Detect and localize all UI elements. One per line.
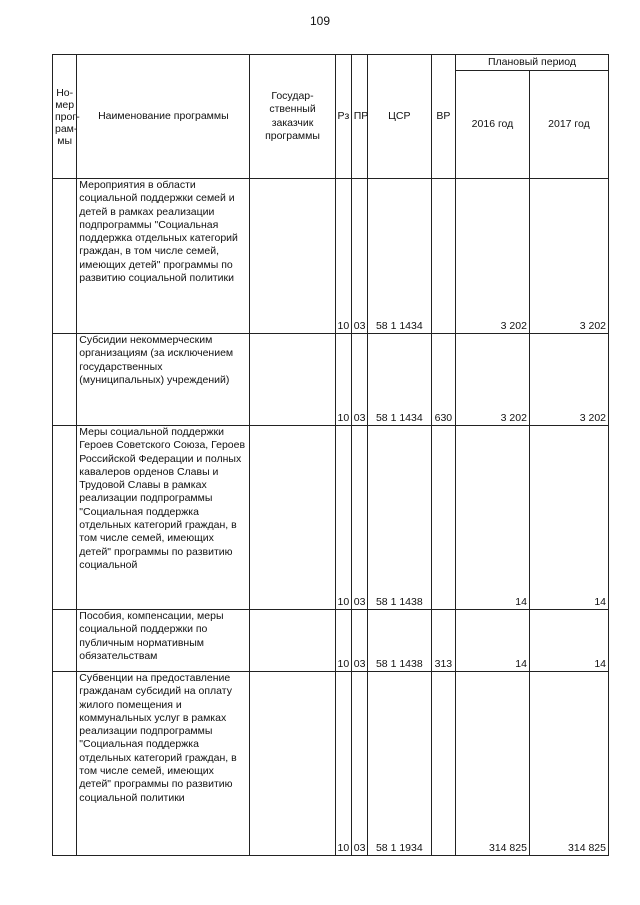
page-number: 109 — [309, 14, 331, 28]
row-csr: 58 1 1434 — [367, 334, 431, 426]
row-2017-value: 3 202 — [529, 334, 608, 426]
row-2017-value: 14 — [529, 426, 608, 610]
row-program-name: Субсидии некоммерческим организациям (за исключением государственных (муниципальных) учреждений) — [77, 334, 250, 426]
row-program-name: Пособия, компенсации, меры социальной поддержки по публичным нормативным обязательствам — [77, 610, 250, 672]
header-program-name: Наименование программы — [77, 55, 250, 179]
row-rz: 10 — [335, 334, 351, 426]
table-header — [53, 55, 609, 179]
row-csr: 58 1 1934 — [367, 672, 431, 856]
budget-table — [52, 54, 609, 856]
row-pr: 03 — [351, 610, 367, 672]
row-vr: 313 — [431, 610, 455, 672]
row-rz: 10 — [335, 179, 351, 334]
row-program-name: Меры социальной поддержки Героев Советского Союза, Героев Российской Федерации и полных кавалеров орденов Славы и Трудовой Славы в рамках реализации подпрограммы "Социальная поддержка отдельных категорий граждан, в том числе семей, имеющих детей" программы по развитию социальной — [77, 426, 250, 610]
row-vr — [431, 179, 455, 334]
header-program-number: Но- мер прог- рам- мы — [53, 55, 77, 179]
row-2016-value: 3 202 — [456, 179, 530, 334]
header-customer: Государ- ственный заказчик программы — [250, 55, 335, 179]
row-vr: 630 — [431, 334, 455, 426]
table-row — [53, 610, 609, 672]
row-csr: 58 1 1438 — [367, 610, 431, 672]
row-csr: 58 1 1434 — [367, 179, 431, 334]
table-row — [53, 334, 609, 426]
row-2017-value: 314 825 — [529, 672, 608, 856]
row-rz: 10 — [335, 610, 351, 672]
row-2016-value: 314 825 — [456, 672, 530, 856]
row-program-name: Субвенции на предоставление гражданам субсидий на оплату жилого помещения и коммунальных услуг в рамках реализации подпрограммы "Социальная поддержка отдельных категорий граждан, в том числе семей, имеющих детей" программы по развитию социальной политики — [77, 672, 250, 856]
header-vr: ВР — [431, 55, 455, 179]
row-csr: 58 1 1438 — [367, 426, 431, 610]
header-planned-period: Плановый период — [456, 55, 609, 71]
row-rz: 10 — [335, 426, 351, 610]
header-year-2017: 2017 год — [529, 71, 608, 179]
table-row — [53, 672, 609, 856]
row-2017-value: 14 — [529, 610, 608, 672]
header-pr: ПР — [351, 55, 367, 179]
header-year-2016: 2016 год — [456, 71, 530, 179]
row-2017-value: 3 202 — [529, 179, 608, 334]
row-2016-value: 3 202 — [456, 334, 530, 426]
row-pr: 03 — [351, 334, 367, 426]
table-row — [53, 426, 609, 610]
row-vr — [431, 672, 455, 856]
row-pr: 03 — [351, 179, 367, 334]
header-rz: Рз — [335, 55, 351, 179]
row-pr: 03 — [351, 672, 367, 856]
row-program-name: Мероприятия в области социальной поддержки семей и детей в рамках реализации подпрограммы "Социальная поддержка отдельных категорий граждан, в том числе семей, имеющих детей" программы по развитию социальной политики — [77, 179, 250, 334]
row-2016-value: 14 — [456, 610, 530, 672]
table-row — [53, 179, 609, 334]
header-csr: ЦСР — [367, 55, 431, 179]
row-pr: 03 — [351, 426, 367, 610]
row-2016-value: 14 — [456, 426, 530, 610]
row-rz: 10 — [335, 672, 351, 856]
row-vr — [431, 426, 455, 610]
